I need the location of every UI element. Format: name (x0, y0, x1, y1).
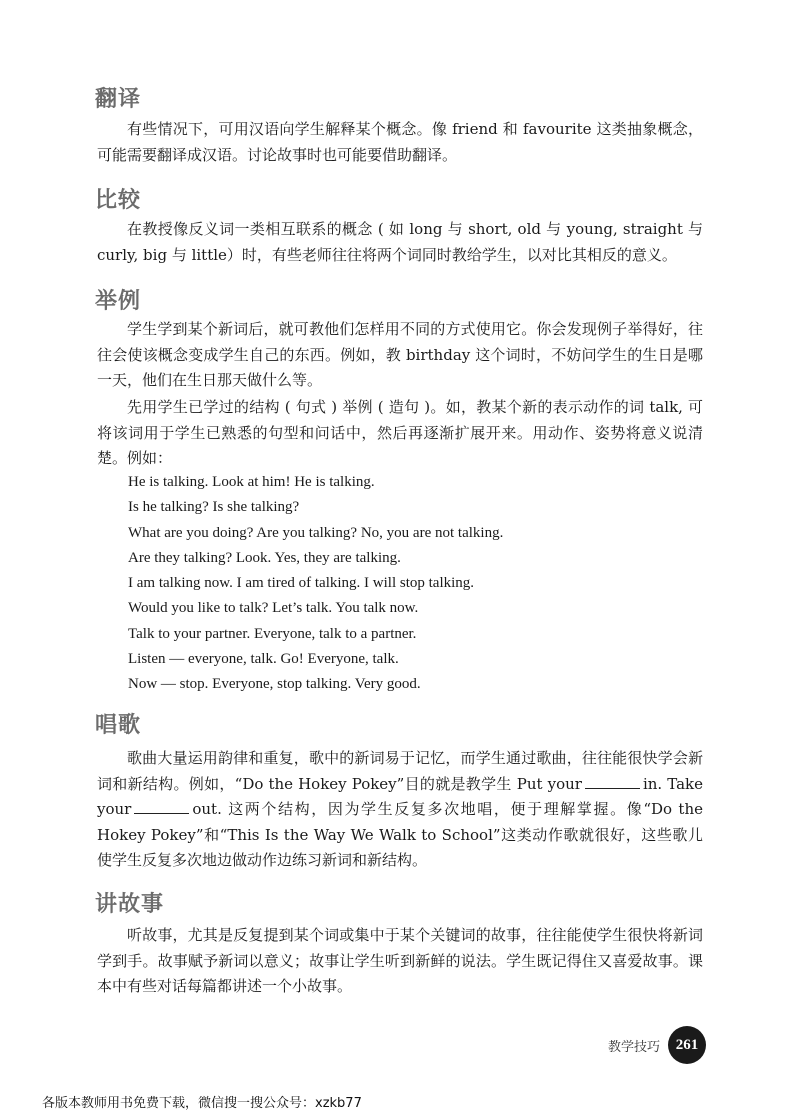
fill-in-blank (134, 800, 189, 814)
songs-text-part-3: out. 这两个结构，因为学生反复多次地唱，便于理解掌握。像“Do the Hokey Pokey”和“This Is the Way We Walk to School”这类动作歌就很好，这些歌儿使学生反复多次地边做动作边练习新词和新结构。 (97, 800, 703, 869)
example-sentence: What are you doing? Are you talking? No, you are not talking. (128, 524, 504, 541)
example-sentence: Would you like to talk? Let’s talk. You talk now. (128, 600, 419, 617)
example-sentence: Talk to your partner. Everyone, talk to a partner. (128, 625, 417, 642)
heading-translation: 翻译 (95, 87, 142, 112)
fill-in-blank (585, 775, 640, 789)
watermark-text: 各版本教师用书免费下载，微信搜一搜公众号：xzkb77 (42, 1096, 362, 1111)
example-sentence: He is talking. Look at him! He is talking. (128, 474, 375, 490)
footer-chapter-label: 教学技巧 (608, 1040, 661, 1055)
paragraph-songs (97, 746, 703, 874)
songs-text-part-1: 歌曲大量运用韵律和重复，歌中的新词易于记忆，而学生通过歌曲，往往能很快学会新词和新结构。例如，“Do the Hokey Pokey”目的就是教学生 Put your (97, 749, 703, 793)
paragraph-translation: 有些情况下，可用汉语向学生解释某个概念。像 friend 和 favourite 这类抽象概念，可能需要翻译成汉语。讨论故事时也可能要借助翻译。 (97, 120, 703, 164)
heading-stories: 讲故事 (95, 892, 165, 917)
example-sentence: Now — stop. Everyone, stop talking. Very good. (128, 676, 421, 693)
heading-comparison: 比较 (95, 188, 142, 213)
example-sentence-list (128, 470, 503, 698)
page-number-badge: 261 (668, 1026, 706, 1064)
paragraph-comparison: 在教授像反义词一类相互联系的概念 ( 如 long 与 short, old 与 young, straight 与 curly, big 与 little）时，有些老师往往将两个词同时教给学生，以对比其相反的意义。 (97, 220, 703, 264)
paragraph-examples-1: 学生学到某个新词后，就可教他们怎样用不同的方式使用它。你会发现例子举得好，往往会使该概念变成学生自己的东西。例如，教 birthday 这个词时，不妨问学生的生日是哪一天，他们在生日那天做什么等。 (97, 320, 703, 389)
paragraph-examples-2: 先用学生已学过的结构 ( 句式 ) 举例 ( 造句 )。如，教某个新的表示动作的词 talk, 可将该词用于学生已熟悉的句型和问话中，然后再逐渐扩展开来。用动作、姿势将意义说清楚。例如： (97, 398, 703, 467)
example-sentence: Is he talking? Is she talking? (128, 499, 300, 516)
example-sentence: Are they talking? Look. Yes, they are talking. (128, 549, 401, 566)
paragraph-stories: 听故事，尤其是反复提到某个词或集中于某个关键词的故事，往往能使学生很快将新词学到手。故事赋予新词以意义；故事让学生听到新鲜的说法。学生既记得住又喜爱故事。课本中有些对话每篇都讲述一个小故事。 (97, 926, 703, 995)
songs-text-part-2: in. Take your (97, 774, 703, 818)
heading-examples: 举例 (95, 289, 142, 314)
example-sentence: I am talking now. I am tired of talking. I will stop talking. (128, 575, 475, 592)
example-sentence: Listen — everyone, talk. Go! Everyone, talk. (128, 651, 399, 668)
heading-songs: 唱歌 (95, 713, 142, 738)
